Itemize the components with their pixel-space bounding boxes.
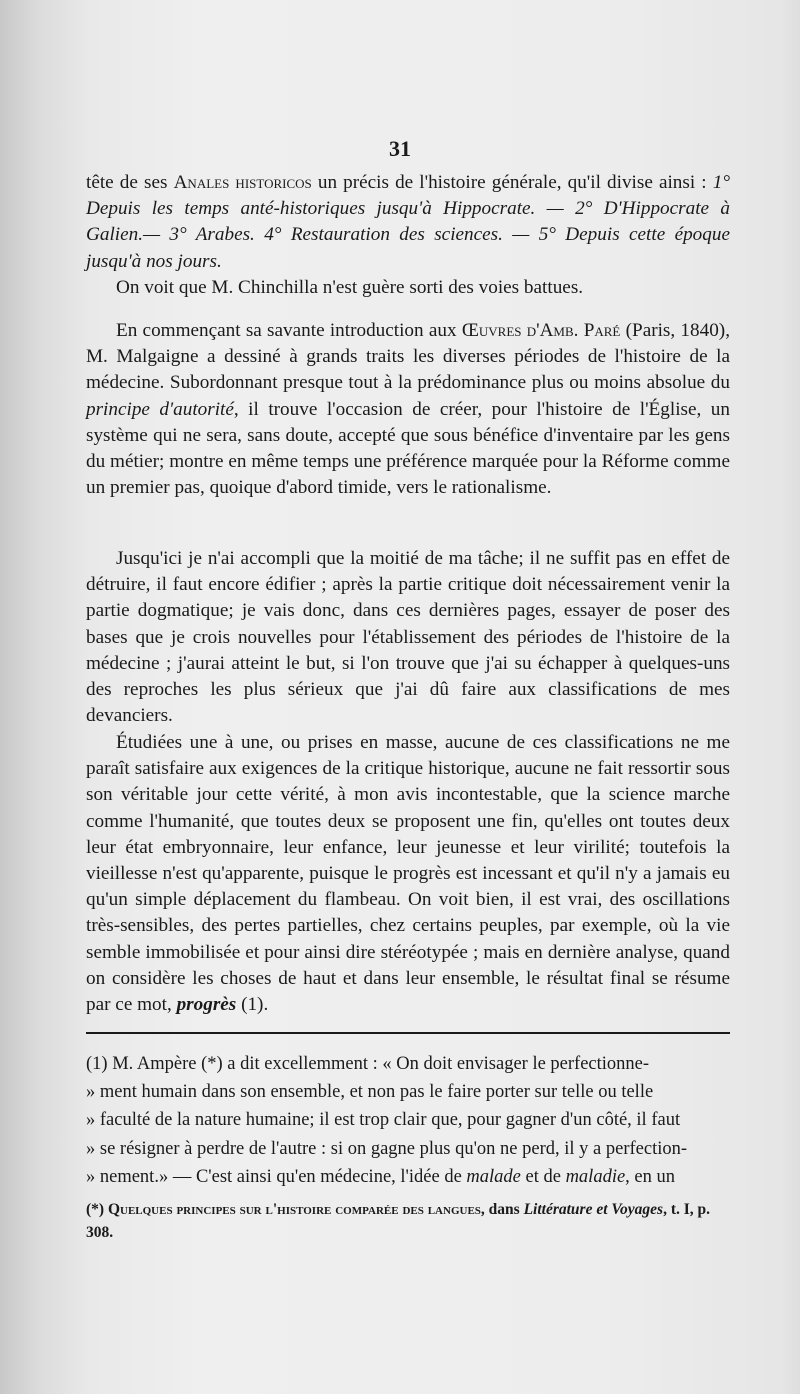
text-segment: malade (466, 1166, 521, 1187)
footnote-line (86, 1050, 730, 1078)
text-segment: (1) M. Ampère (*) a dit excellemment : « On doit envisager le perfectionne- (86, 1054, 650, 1074)
text-segment: (1). (236, 994, 269, 1016)
footnote-line (86, 1163, 730, 1191)
page-number: 31 (389, 136, 411, 161)
paragraph-text (86, 170, 730, 275)
paragraph-text (86, 275, 730, 301)
paragraph-2 (86, 318, 730, 501)
text-segment: (*) (86, 1201, 108, 1218)
text-segment: Jusqu'ici je n'ai accompli que la moitié de ma tâche; il ne suffit pas en effet de détruire, il faut encore édifier ; après la partie critique doit nécessairement venir la partie dogmatique; je vais donc, dans ces dernières pages, essayer de poser des bases que je crois nouvelles pour l'établissement des périodes de l'histoire de la médecine ; j'aurai atteint le but, si l'on trouve que j'ai su échapper à quelques-uns des reproches les plus sérieux que j'ai dû faire aux classifications de mes devanciers. (86, 548, 730, 727)
text-segment: (Paris, 1840), M. Malgaigne a dessiné à grands traits les diverses périodes de l'histoire de la médecine. Subordonnant presque tout à la prédominance plus ou moins absolue du (86, 320, 730, 394)
paragraph-1 (86, 170, 730, 301)
text-segment: » se résigner à perdre de l'autre : si on gagne plus qu'on ne perd, il y a perfection- (86, 1138, 688, 1159)
text-segment: Littérature et Voyages (523, 1201, 664, 1218)
text-segment: » faculté de la nature humaine; il est trop clair que, pour gagner d'un côté, il faut (86, 1110, 681, 1131)
text-segment: » ment humain dans son ensemble, et non pas le faire porter sur telle ou telle (86, 1082, 654, 1103)
text-segment: principe d'autorité (86, 398, 234, 420)
text-segment: tête de ses (86, 172, 174, 193)
sub-footnote (86, 1198, 730, 1244)
text-segment: Étudiées une à une, ou prises en masse, aucune de ces classifications ne me paraît satisfaire aux exigences de la critique historique, aucune ne fait ressortir sous son véritable jour cette vérité, à mon avis incontestable, que la science marche comme l'humanité, que toutes deux se proposent une fin, qu'elles ont toutes deux leur état embryonnaire, leur enfance, leur jeunesse et leur virilité; toutefois la vieillesse n'est qu'apparente, puisque le progrès est incessant et qu'il n'y a jamais eu qu'un simple déplacement du flambeau. On voit bien, il est vrai, des oscillations très-sensibles, des pertes partielles, chez certains peuples, par exemple, où la vie semble immobilisée et pour ainsi dire stéréotypée ; mais en dernière analyse, quand on considère les choses de haut et dans leur ensemble, le résultat final se résume par ce mot, (86, 732, 730, 1016)
paragraph-text (86, 546, 730, 729)
paragraph-text (86, 730, 730, 1018)
text-segment: , t. I, p. 308. (86, 1201, 711, 1241)
text-segment: , en un (625, 1166, 676, 1187)
paragraph-3 (86, 546, 730, 729)
text-segment: Anales historicos (173, 172, 312, 193)
text-segment: » nement.» — C'est ainsi qu'en médecine, l'idée de (86, 1166, 467, 1187)
footnote-divider (86, 1032, 730, 1034)
text-segment: Quelques principes sur l'histoire comparée des langues (107, 1201, 481, 1218)
text-segment: un précis de l'histoire générale, qu'il divise ainsi : (311, 172, 713, 193)
text-segment: et de (520, 1166, 566, 1187)
text-segment: On voit que M. Chinchilla n'est guère sorti des voies battues. (116, 276, 584, 298)
text-segment: , dans (480, 1201, 524, 1218)
paragraph-4 (86, 730, 730, 1018)
footnote-line (86, 1106, 730, 1134)
text-segment: Œuvres d'Amb. Paré (461, 320, 621, 341)
text-segment: , il trouve l'occasion de créer, pour l'histoire de l'Église, un système qui ne sera, sans doute, accepté que sous bénéfice d'inventaire par les gens du métier; montre en même temps une préférence marquée pour la Réforme comme un premier pas, quoique d'abord timide, vers le rationalisme. (86, 398, 730, 499)
text-segment: En commençant sa savante introduction aux (116, 320, 462, 341)
footnote (86, 1050, 730, 1191)
text-segment: maladie (565, 1166, 626, 1187)
footnote-line (86, 1078, 730, 1106)
paragraph-text (86, 318, 730, 501)
text-segment: 1° Depuis les temps anté-historiques jusqu'à Hippocrate. — 2° D'Hippocrate à Galien.— 3° Arabes. 4° Restauration des sciences. — 5° Depuis cette époque jusqu'à nos jours. (86, 172, 731, 272)
text-segment: progrès (176, 994, 237, 1016)
footnote-line (86, 1135, 730, 1163)
